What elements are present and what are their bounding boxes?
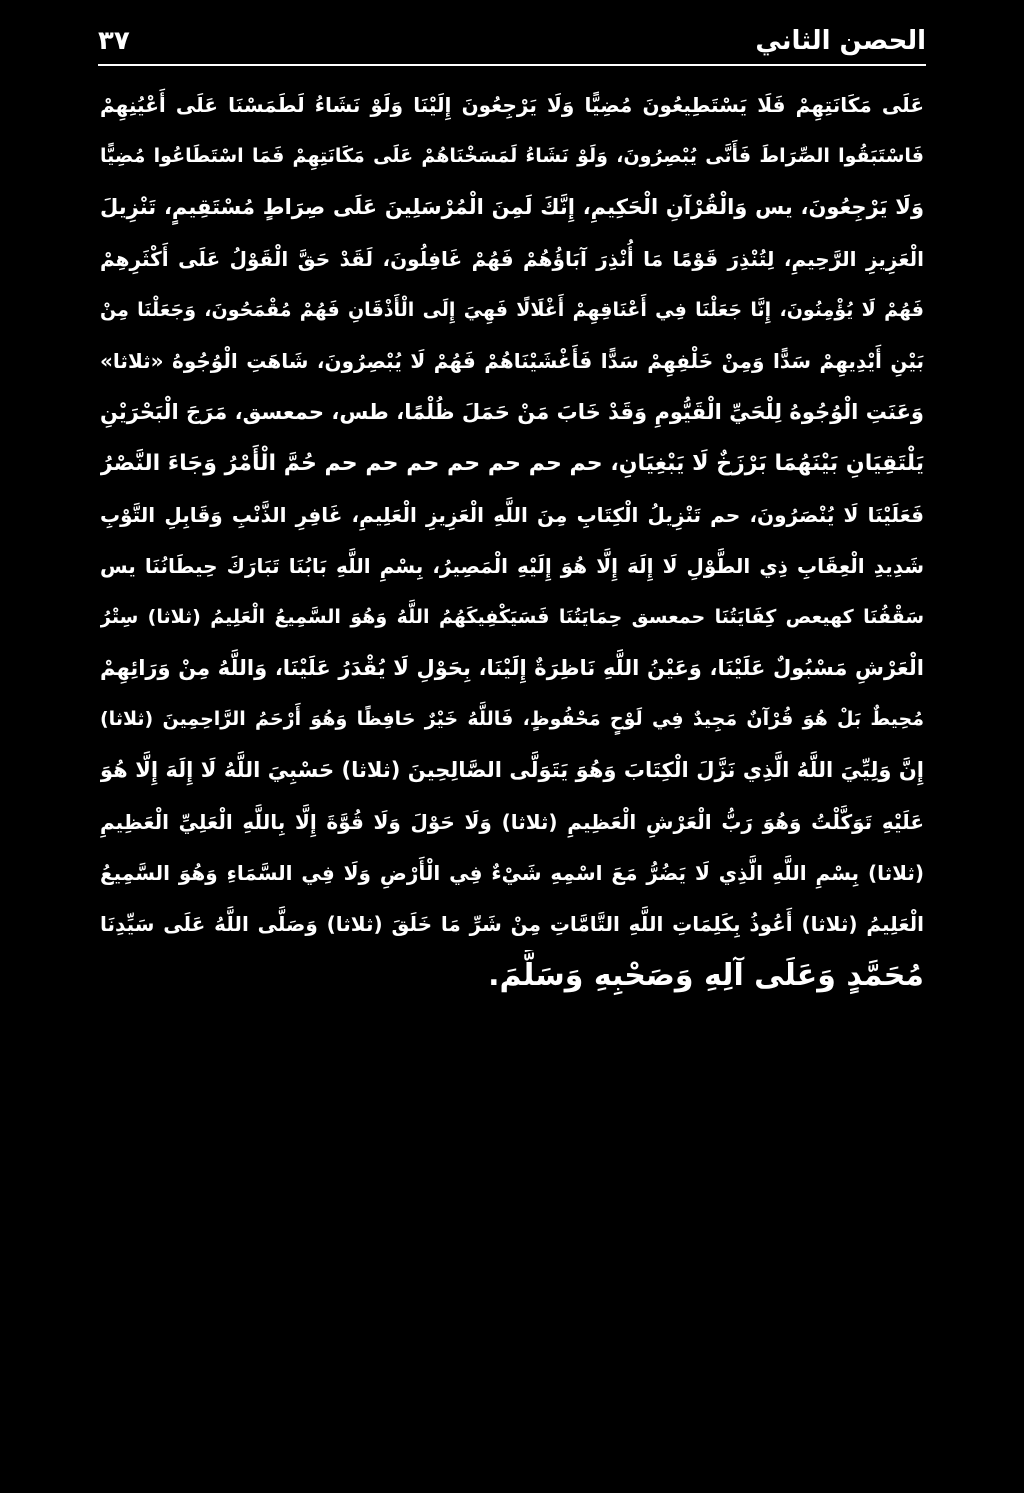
text-line: بَيْنِ أَيْدِيهِمْ سَدًّا وَمِنْ خَلْفِهِمْ سَدًّا فَأَغْشَيْنَاهُمْ فَهُمْ لَا يُبْصِرُونَ، شَاهَتِ الْوُجُوهُ «ثلاثا» bbox=[100, 348, 924, 373]
text-line: (ثلاثا) بِسْمِ اللَّهِ الَّذِي لَا يَضُرُّ مَعَ اسْمِهِ شَيْءٌ فِي الْأَرْضِ وَلَا فِي السَّمَاءِ وَهُوَ السَّمِيعُ bbox=[100, 860, 924, 885]
text-line: فَهُمْ لَا يُؤْمِنُونَ، إِنَّا جَعَلْنَا فِي أَعْنَاقِهِمْ أَغْلَالًا فَهِيَ إِلَى الْأَذْقَانِ فَهُمْ مُقْمَحُونَ، وَجَعَلْنَا مِنْ bbox=[100, 298, 924, 321]
header-divider bbox=[98, 64, 926, 66]
text-line: شَدِيدِ الْعِقَابِ ذِي الطَّوْلِ لَا إِلَهَ إِلَّا هُوَ إِلَيْهِ الْمَصِيرُ، بِسْمِ اللَّهِ بَابُنَا تَبَارَكَ حِيطَانُنَا يس bbox=[100, 553, 924, 578]
text-line: إِنَّ وَلِيِّيَ اللَّهُ الَّذِي نَزَّلَ الْكِتَابَ وَهُوَ يَتَوَلَّى الصَّالِحِينَ (ثلاثا) حَسْبِيَ اللَّهُ لَا إِلَهَ إِلَّا هُوَ bbox=[100, 758, 924, 783]
chapter-title: الحصن الثاني bbox=[755, 26, 926, 56]
text-line: الْعَزِيزِ الرَّحِيمِ، لِتُنْذِرَ قَوْمًا مَا أُنْذِرَ آبَاؤُهُمْ فَهُمْ غَافِلُونَ، لَقَدْ حَقَّ الْقَوْلُ عَلَى أَكْثَرِهِمْ bbox=[100, 246, 924, 271]
text-line: وَعَنَتِ الْوُجُوهُ لِلْحَيِّ الْقَيُّومِ وَقَدْ خَابَ مَنْ حَمَلَ ظُلْمًا، طس، حمعسق، مَرَجَ الْبَحْرَيْنِ bbox=[100, 400, 924, 425]
text-line: يَلْتَقِيَانِ بَيْنَهُمَا بَرْزَخٌ لَا يَبْغِيَانِ، حم حم حم حم حم حم حم حُمَّ الْأَمْرُ وَجَاءَ النَّصْرُ bbox=[100, 451, 924, 477]
text-line: فَعَلَيْنَا لَا يُنْصَرُونَ، حم تَنْزِيلُ الْكِتَابِ مِنَ اللَّهِ الْعَزِيزِ الْعَلِيمِ، غَافِرِ الذَّنْبِ وَقَابِلِ التَّوْبِ bbox=[100, 502, 924, 527]
page-number: ٣٧ bbox=[98, 26, 130, 56]
text-line: الْعَلِيمُ (ثلاثا) أَعُوذُ بِكَلِمَاتِ اللَّهِ التَّامَّاتِ مِنْ شَرِّ مَا خَلَقَ (ثلاثا) وَصَلَّى اللَّهُ عَلَى سَيِّدِنَا bbox=[100, 912, 924, 936]
text-line: سَقْفُنَا كهيعص كِفَايَتُنَا حمعسق حِمَايَتُنَا فَسَيَكْفِيكَهُمُ اللَّهُ وَهُوَ السَّمِيعُ الْعَلِيمُ (ثلاثا) سِتْرُ bbox=[100, 605, 924, 628]
text-line: عَلَيْهِ تَوَكَّلْتُ وَهُوَ رَبُّ الْعَرْشِ الْعَظِيمِ (ثلاثا) وَلَا حَوْلَ وَلَا قُوَّةَ إِلَّا بِاللَّهِ الْعَلِيِّ الْعَظِيمِ bbox=[100, 809, 924, 834]
text-line: مُحَمَّدٍ وَعَلَى آلِهِ وَصَحْبِهِ وَسَلَّمَ. bbox=[488, 958, 924, 994]
text-line: عَلَى مَكَانَتِهِمْ فَلَا يَسْتَطِيعُونَ مُضِيًّا وَلَا يَرْجِعُونَ إِلَيْنَا وَلَوْ نَشَاءُ لَطَمَسْنَا عَلَى أَعْيُنِهِمْ bbox=[100, 93, 924, 117]
text-line: وَلَا يَرْجِعُونَ، يس وَالْقُرْآنِ الْحَكِيمِ، إِنَّكَ لَمِنَ الْمُرْسَلِينَ عَلَى صِرَاطٍ مُسْتَقِيمٍ، تَنْزِيلَ bbox=[100, 195, 924, 220]
text-line: الْعَرْشِ مَسْبُولٌ عَلَيْنَا، وَعَيْنُ اللَّهِ نَاظِرَةٌ إِلَيْنَا، بِحَوْلِ لَا يُقْدَرُ عَلَيْنَا، وَاللَّهُ مِنْ وَرَائِهِمْ bbox=[100, 656, 924, 681]
page-header bbox=[98, 22, 926, 62]
body-text bbox=[100, 80, 924, 1001]
text-line: مُحِيطٌ بَلْ هُوَ قُرْآنٌ مَجِيدٌ فِي لَوْحٍ مَحْفُوظٍ، فَاللَّهُ خَيْرٌ حَافِظًا وَهُوَ أَرْحَمُ الرَّاحِمِينَ (ثلاثا) bbox=[100, 708, 924, 731]
text-line: فَاسْتَبَقُوا الصِّرَاطَ فَأَنَّى يُبْصِرُونَ، وَلَوْ نَشَاءُ لَمَسَخْنَاهُمْ عَلَى مَكَانَتِهِمْ فَمَا اسْتَطَاعُوا مُضِيًّا bbox=[100, 145, 924, 168]
